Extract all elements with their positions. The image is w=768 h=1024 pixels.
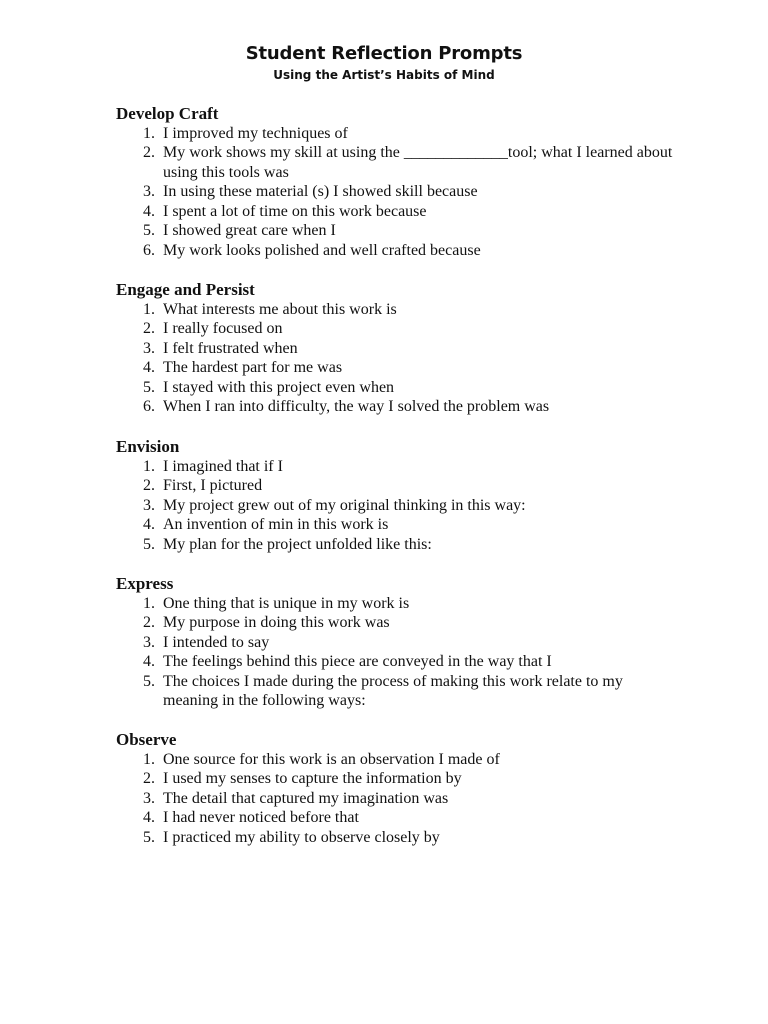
- section-engage-and-persist: [116, 280, 676, 417]
- item-text: I used my senses to capture the information by: [163, 770, 462, 787]
- item-number: 1.: [143, 457, 155, 475]
- list-item: [116, 594, 676, 614]
- item-text: I showed great care when I: [163, 222, 336, 239]
- list-item: [116, 319, 676, 339]
- item-text: When I ran into difficulty, the way I solved the problem was: [163, 398, 550, 415]
- document-title: Student Reflection Prompts: [245, 43, 523, 64]
- list-item: [116, 652, 676, 672]
- item-text: First, I pictured: [163, 477, 263, 494]
- item-text: I felt frustrated when: [163, 339, 298, 357]
- item-text: I stayed with this project even when: [163, 378, 395, 396]
- item-text: The hardest part for me was: [163, 359, 343, 376]
- section-heading: Envision: [116, 437, 180, 456]
- item-text: My plan for the project unfolded like this:: [163, 535, 432, 553]
- item-number: 4.: [143, 359, 155, 376]
- item-text: In using these material (s) I showed skill because: [163, 183, 478, 200]
- list-item: [116, 535, 676, 555]
- item-number: 4.: [143, 809, 155, 826]
- section-envision: [116, 437, 676, 554]
- list-item: [116, 476, 676, 496]
- list-item: [116, 143, 676, 182]
- item-number: 4.: [143, 653, 155, 670]
- item-number: 3.: [143, 496, 155, 514]
- item-number: 2.: [143, 614, 155, 631]
- list-item: [116, 808, 676, 828]
- item-text: I spent a lot of time on this work because: [163, 202, 427, 220]
- section-heading: Develop Craft: [116, 104, 219, 123]
- item-number: 2.: [143, 477, 155, 494]
- item-text: I intended to say: [163, 633, 270, 651]
- list-item: [116, 613, 676, 633]
- section-observe: [116, 730, 676, 847]
- item-text: I had never noticed before that: [163, 809, 359, 826]
- item-number: 3.: [143, 183, 155, 200]
- item-number: 4.: [143, 202, 155, 220]
- item-text: My project grew out of my original thinking in this way:: [163, 496, 526, 514]
- section-heading: Express: [116, 574, 174, 593]
- prompt-list: [116, 457, 676, 555]
- item-number: 1.: [143, 750, 155, 768]
- item-text: I practiced my ability to observe closely by: [163, 828, 440, 846]
- list-item: [116, 789, 676, 809]
- item-number: 6.: [143, 398, 155, 415]
- item-text: My work looks polished and well crafted because: [163, 241, 481, 259]
- section-heading: Engage and Persist: [116, 280, 255, 299]
- item-number: 6.: [143, 241, 155, 259]
- item-text: My purpose in doing this work was: [163, 614, 390, 631]
- section-heading: Observe: [116, 730, 177, 749]
- prompt-list: [116, 750, 676, 848]
- prompt-list: [116, 300, 676, 417]
- list-item: [116, 124, 676, 144]
- list-item: [116, 378, 676, 398]
- list-item: [116, 457, 676, 477]
- item-text: I really focused on: [163, 320, 283, 337]
- list-item: [116, 633, 676, 653]
- item-text: What interests me about this work is: [163, 300, 397, 318]
- item-text: The choices I made during the process of making this work relate to my meaning in the following ways:: [163, 672, 623, 709]
- section-express: [116, 574, 676, 711]
- item-number: 3.: [143, 789, 155, 807]
- list-item: [116, 182, 676, 202]
- document-header: [0, 42, 768, 83]
- item-number: 1.: [143, 594, 155, 612]
- list-item: [116, 397, 676, 417]
- item-number: 5.: [143, 672, 155, 690]
- document-subtitle: Using the Artist’s Habits of Mind: [273, 68, 495, 82]
- list-item: [116, 672, 676, 711]
- item-number: 5.: [143, 378, 155, 396]
- item-number: 2.: [143, 320, 155, 337]
- list-item: [116, 769, 676, 789]
- item-text: One source for this work is an observation I made of: [163, 750, 500, 768]
- item-number: 3.: [143, 633, 155, 651]
- item-number: 2.: [143, 144, 155, 161]
- item-number: 1.: [143, 300, 155, 318]
- item-text: One thing that is unique in my work is: [163, 594, 410, 612]
- prompt-list: [116, 124, 676, 261]
- item-number: 2.: [143, 770, 155, 787]
- item-text: The feelings behind this piece are conveyed in the way that I: [163, 653, 552, 670]
- list-item: [116, 221, 676, 241]
- prompt-list: [116, 594, 676, 711]
- item-text: The detail that captured my imagination was: [163, 789, 449, 807]
- item-number: 5.: [143, 535, 155, 553]
- list-item: [116, 241, 676, 261]
- list-item: [116, 358, 676, 378]
- section-develop-craft: [116, 104, 676, 260]
- list-item: [116, 496, 676, 516]
- item-number: 4.: [143, 516, 155, 533]
- list-item: [116, 300, 676, 320]
- item-text: I improved my techniques of: [163, 124, 348, 142]
- list-item: [116, 750, 676, 770]
- list-item: [116, 515, 676, 535]
- item-number: 5.: [143, 828, 155, 846]
- item-number: 1.: [143, 124, 155, 142]
- item-text: I imagined that if I: [163, 457, 283, 475]
- item-text: An invention of min in this work is: [163, 516, 389, 533]
- list-item: [116, 828, 676, 848]
- list-item: [116, 202, 676, 222]
- item-number: 5.: [143, 222, 155, 239]
- list-item: [116, 339, 676, 359]
- item-text: My work shows my skill at using the _____________tool; what I learned about using this tools was: [163, 144, 673, 181]
- item-number: 3.: [143, 339, 155, 357]
